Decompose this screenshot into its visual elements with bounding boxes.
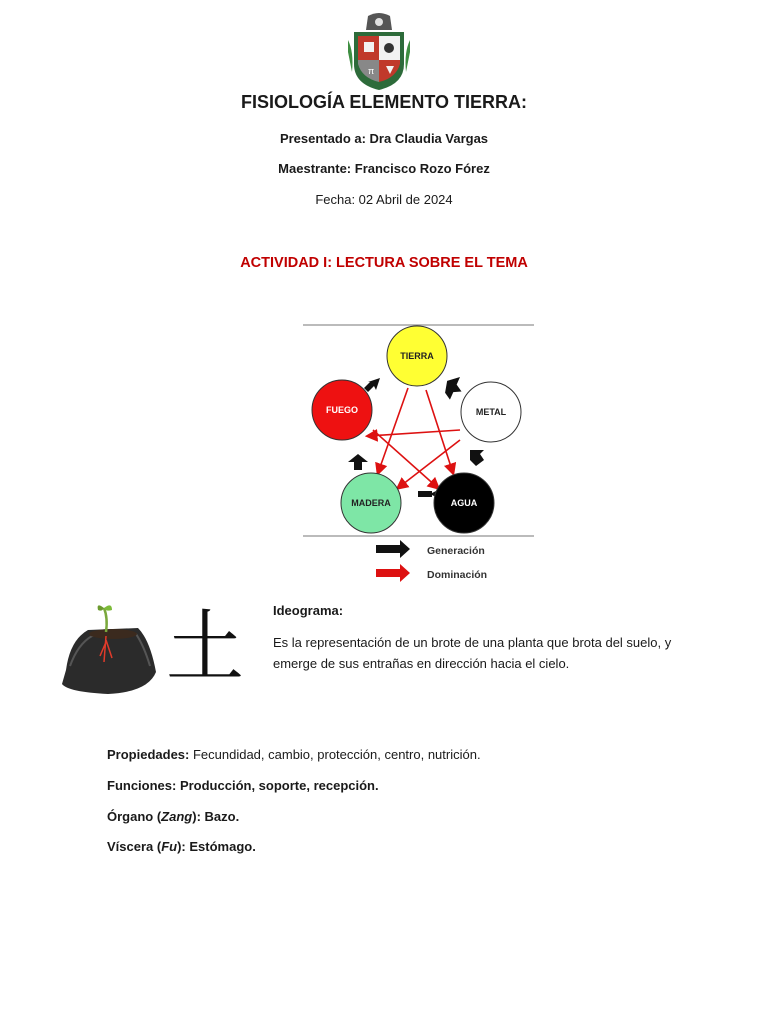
element-fuego xyxy=(312,380,372,440)
page-title: FISIOLOGÍA ELEMENTO TIERRA: xyxy=(240,92,527,112)
properties-label: Propiedades: xyxy=(107,747,190,762)
properties-line xyxy=(107,747,481,762)
university-crest-logo xyxy=(348,12,410,92)
five-elements-diagram xyxy=(298,318,538,588)
metal-label: METAL xyxy=(475,407,507,417)
diagram-legend xyxy=(376,540,487,582)
functions-line: Funciones: Producción, soporte, recepción. xyxy=(107,778,379,793)
properties-value: Fecundidad, cambio, protección, centro, nutrición. xyxy=(189,747,481,762)
legend-domination-arrow xyxy=(376,564,410,582)
organ-term: Zang xyxy=(161,809,193,824)
sprout-in-soil-image xyxy=(58,600,164,700)
viscera-line xyxy=(107,839,256,854)
generation-arrow-metal-agua xyxy=(470,450,484,466)
ideogram-heading: Ideograma: xyxy=(273,603,344,618)
document-date: Fecha: 02 Abril de 2024 xyxy=(315,192,453,207)
legend-generation-label: Generación xyxy=(427,545,485,557)
agua-label: AGUA xyxy=(450,498,478,508)
organ-line xyxy=(107,809,239,824)
legend-domination-label: Dominación xyxy=(427,569,488,581)
generation-arrow-madera-fuego xyxy=(348,454,368,470)
domination-arrow-tierra-agua xyxy=(378,388,408,473)
viscera-prefix: Víscera ( xyxy=(107,839,162,854)
generation-arrow-fuego-tierra xyxy=(364,378,380,392)
element-madera xyxy=(341,473,401,533)
presented-to: Presentado a: Dra Claudia Vargas xyxy=(279,131,489,146)
viscera-suffix: ): Estómago. xyxy=(177,839,256,854)
madera-label: MADERA xyxy=(351,498,391,508)
student-name: Maestrante: Francisco Rozo Fórez xyxy=(278,161,490,176)
ideogram-description: Es la representación de un brote de una planta que brota del suelo, y emerge de sus entrañas en dirección hacia el cielo. xyxy=(273,635,672,671)
svg-text:π: π xyxy=(368,66,375,76)
element-agua xyxy=(434,473,494,533)
domination-arrow-agua-fuego xyxy=(368,430,460,436)
fuego-label: FUEGO xyxy=(325,405,359,415)
organ-suffix: ): Bazo. xyxy=(192,809,240,824)
tu-character-ideogram: 土 xyxy=(166,603,245,693)
domination-arrows xyxy=(368,388,460,488)
organ-prefix: Órgano ( xyxy=(107,809,162,824)
element-metal xyxy=(461,382,521,442)
element-tierra xyxy=(387,326,447,386)
activity-title: ACTIVIDAD I: LECTURA SOBRE EL TEMA xyxy=(240,255,528,271)
tierra-label: TIERRA xyxy=(400,351,434,361)
legend-generation-arrow xyxy=(376,540,410,558)
viscera-term: Fu xyxy=(161,839,178,854)
generation-arrow-tierra-metal xyxy=(444,375,464,401)
